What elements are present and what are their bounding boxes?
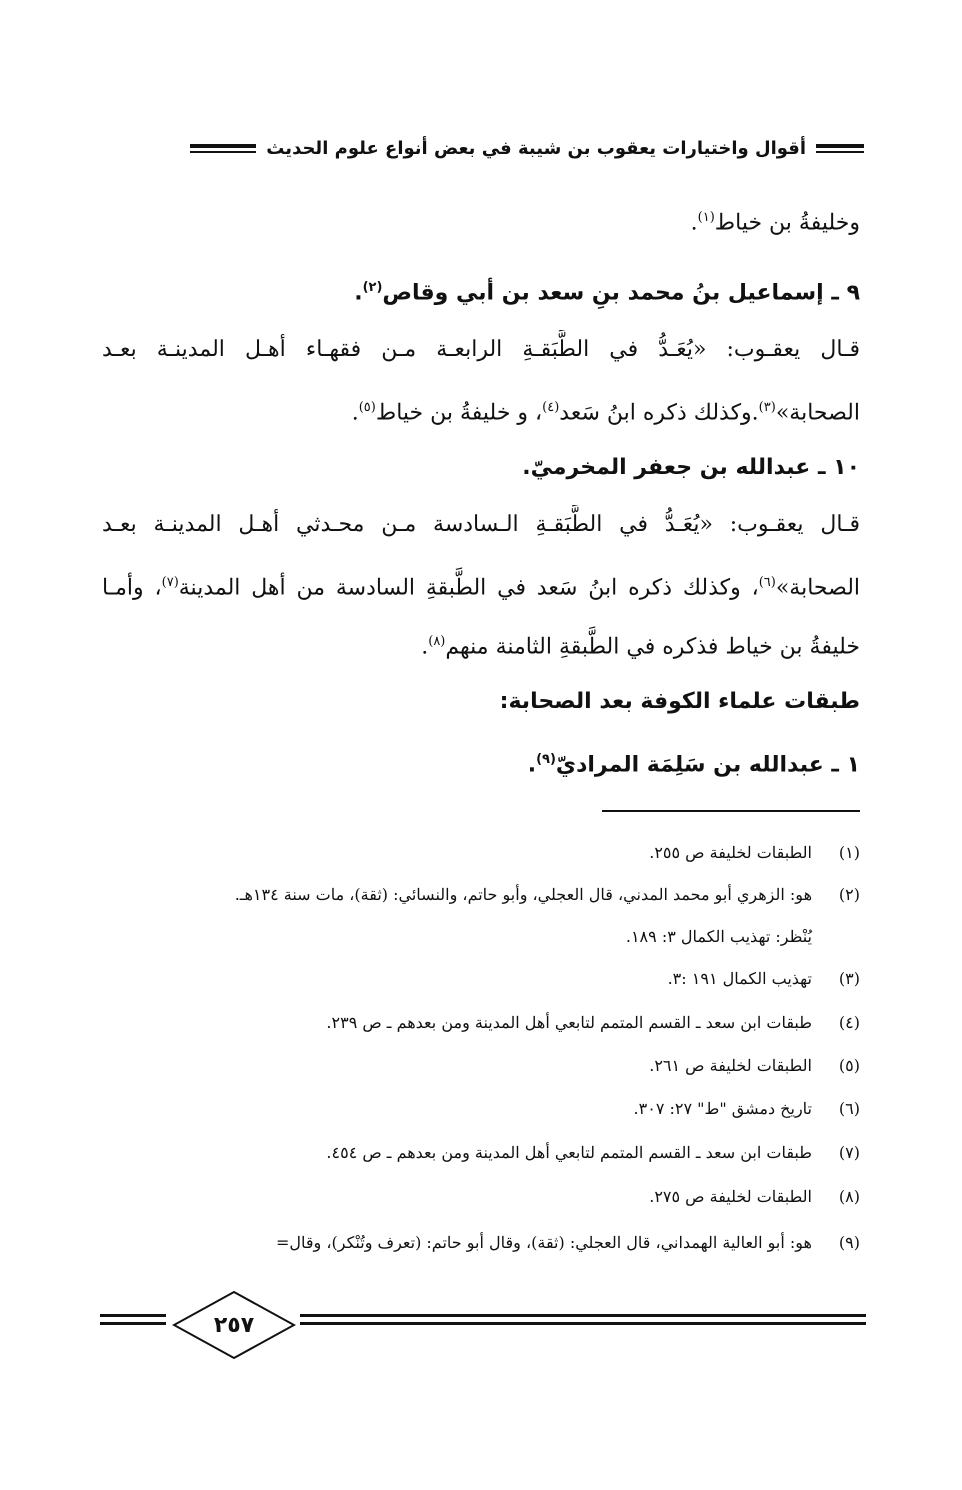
footnote-text: تاريخ دمشق "ط" ٢٧: ٣٠٧.	[633, 1099, 812, 1118]
footnote-text: طبقات ابن سعد ـ القسم المتمم لتابعي أهل المدينة ومن بعدهم ـ ص ٢٣٩.	[326, 1013, 812, 1032]
footnote-number: (٩)	[838, 1233, 860, 1252]
footnote-ref-9[interactable]: (٩)	[536, 752, 556, 767]
footnote-ref-5[interactable]: (٥)	[358, 400, 376, 415]
entry-heading-10: ١٠ ـ عبدالله بن جعفر المخرميّ.	[522, 455, 860, 480]
footnote-4	[100, 1010, 860, 1036]
paragraph-2-line-3: خليفةُ بن خياط فذكره في الطَّبقةِ الثامنة منهم$^{(٨)}$.	[421, 634, 860, 660]
footnote-ref-6[interactable]: (٦)	[758, 575, 776, 590]
footnote-number: (٣)	[838, 969, 860, 988]
footnote-text: تهذيب الكمال ١٩١ :٣.	[667, 969, 812, 988]
footnote-7	[100, 1140, 860, 1166]
footnote-ref-4[interactable]: (٤)	[542, 400, 560, 415]
paragraph-1-line-1: قـال يعقـوب: «يُعَـدُّ في الطَّبَقـةِ الرابعـة مـن فقهـاء أهـل المدينـة بعـد	[102, 337, 860, 362]
running-header	[100, 128, 864, 168]
paragraph-2-line-2: الصحابة»$^{(٦)}$، وكذلك ذكره ابنُ سَعد في الطَّبقةِ السادسة من أهل المدينة$^{(٧)}$، وأمـا	[102, 575, 860, 601]
entry-heading-1: ١ ـ عبدالله بن سَلِمَة المراديّ$^{(٩)}$.	[527, 752, 860, 778]
footnote-text: يُنْظر: تهذيب الكمال ٣: ١٨٩.	[625, 927, 812, 946]
header-rule-right	[816, 144, 864, 153]
footer-rule-left-2	[100, 1322, 166, 1325]
page-footer	[100, 1290, 866, 1360]
footnote-number: (١)	[838, 843, 860, 862]
footnote-text: هو: الزهري أبو محمد المدني، قال العجلي، وأبو حاتم، والنسائي: (ثقة)، مات سنة ١٣٤هـ.	[234, 885, 812, 904]
footnote-number: (٦)	[838, 1099, 860, 1118]
footnote-5	[100, 1053, 860, 1079]
footnote-text: الطبقات لخليفة ص ٢٥٥.	[649, 843, 812, 862]
footnote-separator	[602, 810, 860, 812]
footer-rule-right	[300, 1314, 866, 1317]
footnote-ref-3[interactable]: (٣)	[758, 400, 776, 415]
paragraph-2-line-1: قـال يعقـوب: «يُعَـدُّ في الطَّبَقـةِ الـسادسة مـن محـدثي أهـل المدينـة بعـد	[102, 512, 860, 537]
header-title: أقوال واختيارات يعقوب بن شيبة في بعض أنواع علوم الحديث	[266, 137, 806, 159]
footnote-text: الطبقات لخليفة ص ٢٦١.	[649, 1056, 812, 1075]
footnote-2	[100, 882, 860, 908]
footnote-9	[100, 1230, 860, 1256]
footnote-8	[100, 1184, 860, 1210]
page-number: ٢٥٧	[213, 1312, 255, 1338]
footnote-number: (٢)	[838, 885, 860, 904]
header-rule-left	[190, 144, 256, 153]
section-subheading: طبقات علماء الكوفة بعد الصحابة:	[499, 689, 860, 714]
footnote-ref-1[interactable]: (١)	[697, 210, 715, 225]
footnote-text: الطبقات لخليفة ص ٢٧٥.	[649, 1187, 812, 1206]
footnote-number: (٨)	[838, 1187, 860, 1206]
footnote-text: طبقات ابن سعد ـ القسم المتمم لتابعي أهل المدينة ومن بعدهم ـ ص ٤٥٤.	[326, 1143, 812, 1162]
footnote-text: هو: أبو العالية الهمداني، قال العجلي: (ثقة)، وقال أبو حاتم: (تعرف وتُنْكر)، وقال=	[275, 1233, 812, 1252]
footnote-2-continued	[100, 924, 860, 950]
paragraph-1-line-2: الصحابة»$^{(٣)}$.وكذلك ذكره ابنُ سَعد$^{(٤)}$، و خليفةُ بن خياط$^{(٥)}$.	[351, 400, 860, 426]
footnote-3	[100, 966, 860, 992]
footnote-ref-7[interactable]: (٧)	[161, 575, 179, 590]
footnote-1	[100, 840, 860, 866]
footer-rule-left	[100, 1314, 166, 1317]
entry-heading-9: ٩ ـ إسماعيل بنُ محمد بنِ سعد بن أبي وقاص$^{(٢)}$.	[354, 280, 860, 306]
footer-rule-right-2	[300, 1322, 866, 1325]
footnote-number: (٤)	[838, 1013, 860, 1032]
footnote-6	[100, 1096, 860, 1122]
footnote-ref-8[interactable]: (٨)	[428, 634, 446, 649]
footnote-number: (٧)	[838, 1143, 860, 1162]
footnote-ref-2[interactable]: (٢)	[362, 280, 383, 295]
body-line-1: وخليفةُ بن خياط$^{(١)}$.	[690, 210, 860, 236]
footnote-number: (٥)	[838, 1056, 860, 1075]
